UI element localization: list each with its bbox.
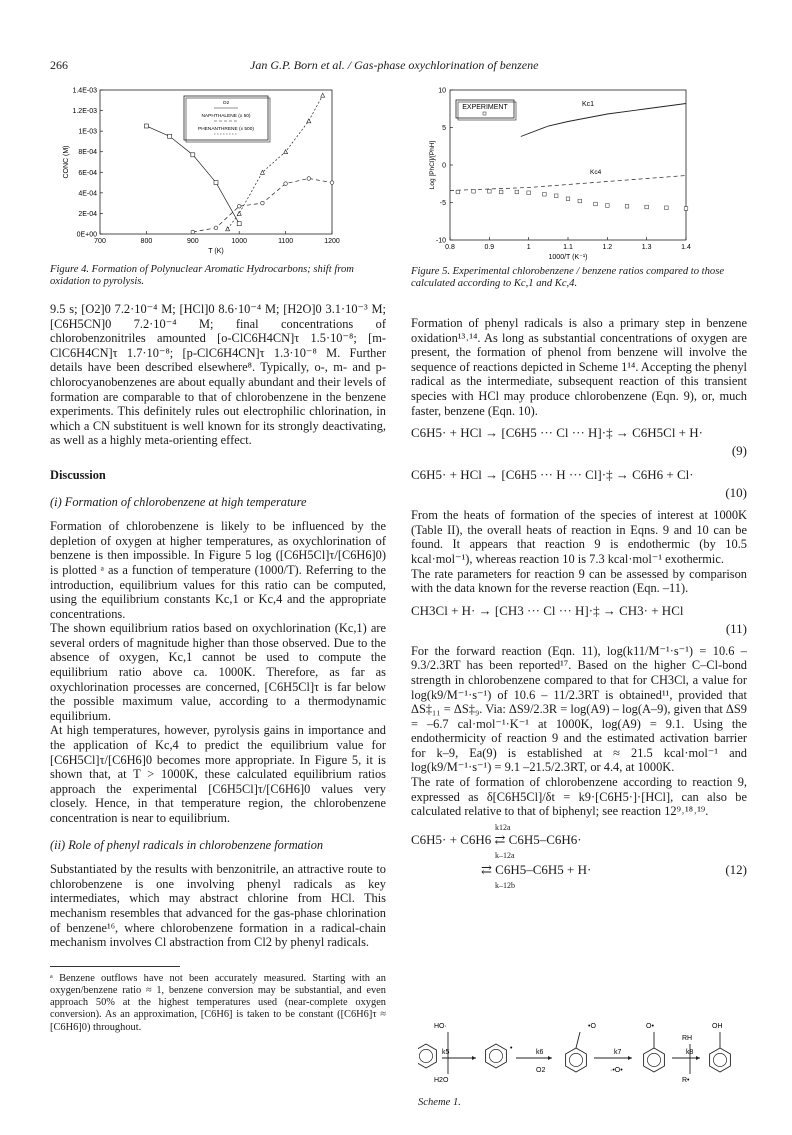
scheme-label: k7 — [614, 1049, 622, 1056]
x-tick-label: 1.4 — [681, 244, 691, 251]
phenylperoxy-ring — [566, 1048, 587, 1072]
bond-line — [576, 1032, 580, 1048]
data-point — [594, 202, 598, 206]
scheme-1-diagram — [418, 1018, 748, 1096]
data-point — [307, 119, 311, 123]
y-tick-label: 8E-04 — [78, 149, 97, 157]
y-tick-label: 0E+00 — [76, 231, 97, 239]
data-point — [684, 207, 688, 211]
legend-label: NAPHTHALENE (x 50) — [201, 114, 251, 119]
page-number: 266 — [50, 58, 68, 72]
paragraph: For the forward reaction (Eqn. 11), log(k11/M⁻¹·s⁻¹) = 10.6 – 9.3/2.3RT has been reported¹⁷. Based on the higher C–Cl-bond strength in chlorobenzene compared to that for CH3Cl, a value for log(k9/M⁻¹·s⁻¹) of 10.6 – 11/2.3RT is obtained¹¹, provided that ΔS‡₁₁ = ΔS‡₉. Via: ΔS9/2.3R = log(A9) – log(A–9), given that ΔS9 = –6.7 cal·mol⁻¹·K⁻¹ at 1000K, log(A9) = 9.1. Using the endothermicity of reaction 9 and the estimated activation barrier for k–9, Ea(9) is established at ≈ 21.5 kcal·mol⁻¹ and log(k9/M⁻¹·s⁻¹) = 9.1 –21.5/2.3RT, or 4.4, at 1000K. — [411, 643, 747, 775]
scheme-1-caption: Scheme 1. — [418, 1097, 461, 1108]
y-tick-label: 6E-04 — [78, 169, 97, 177]
equation-number: (10) — [725, 485, 747, 501]
x-axis-label: 1000/T (K⁻¹) — [548, 254, 588, 261]
scheme-label: k8 — [686, 1049, 694, 1056]
data-point — [330, 181, 334, 185]
y-tick-label: 1.2E-03 — [72, 108, 97, 116]
y-tick-label: 4E-04 — [78, 190, 97, 198]
y-tick-label: -5 — [439, 200, 446, 207]
legend-label: EXPERIMENT — [462, 104, 508, 111]
paragraph: The shown equilibrium ratios based on oxychlorination (Kc,1) are several orders of magnitude higher than those observed. Due to the absence of oxygen, Kc,1 cannot be used to compute the equilibrium ratio above ca. 1000K. Therefore, as far as oxychlorination processes are concerned, [C6H5Cl]τ is far below the possible maximum value, according to a thermodynamic equilibrium. — [50, 621, 386, 723]
y-tick-label: 0 — [442, 162, 446, 170]
data-point — [168, 134, 172, 138]
legend-label: O2 — [222, 101, 230, 106]
y-axis-label: Log [PhCl]/[PhH] — [429, 140, 436, 190]
figure-4-caption: Figure 4. Formation of Polynuclear Aromatic Hydrocarbons; shift from oxidation to pyrolysis. — [50, 264, 354, 288]
x-tick-label: 0.9 — [484, 244, 495, 251]
equation-number: (11) — [725, 620, 747, 636]
y-tick-label: 5 — [442, 125, 446, 132]
running-title: Jan G.P. Born et al. / Gas-phase oxychlorination of benzene — [250, 58, 539, 72]
data-point — [191, 153, 195, 157]
x-tick-label: 1100 — [278, 238, 294, 245]
data-point — [284, 182, 288, 186]
data-point — [665, 206, 669, 210]
data-point — [261, 201, 265, 205]
left-column — [50, 302, 386, 1034]
equation-10: C6H5· + HCl → [C6H5 ··· H ··· Cl]·‡ → C6H6 + Cl· (10) — [411, 467, 747, 501]
x-tick-label: 700 — [94, 238, 106, 245]
series-line — [146, 126, 239, 224]
data-point — [237, 222, 241, 226]
paragraph: The rate of formation of chlorobenzene according to reaction 9, expressed as δ[C6H5Cl]/δt = k9·[C6H5·]·[HCl], can also be calculated relative to that of biphenyl; see reaction 12⁹˒¹⁸˒¹⁹. — [411, 775, 747, 819]
series-line — [521, 104, 686, 137]
data-point — [554, 194, 558, 198]
scheme-label: ·•O• — [610, 1067, 623, 1074]
rate-constant: k–12a — [495, 850, 515, 860]
phenyl-radical-ring — [486, 1044, 507, 1068]
data-point — [488, 189, 492, 193]
series-label-kc4: Kc4 — [590, 169, 602, 176]
aromatic-ring — [419, 1049, 432, 1062]
scheme-label: O• — [646, 1023, 654, 1030]
scheme-label: OH — [712, 1023, 723, 1030]
data-point — [191, 230, 195, 234]
data-point — [499, 190, 503, 194]
data-point — [214, 226, 218, 230]
data-point — [472, 189, 476, 193]
x-tick-label: 900 — [186, 238, 199, 245]
scheme-label: O2 — [536, 1067, 546, 1074]
paragraph: 9.5 s; [O2]0 7.2·10⁻⁴ M; [HCl]0 8.6·10⁻⁴ M; [H2O]0 3.1·10⁻³ M; [C6H5CN]0 7.2·10⁻⁴ M; final concentrations of chlorobenzonitriles amounted [o-ClC6H4CN]τ 1.5·10⁻⁸; [m-ClC6H4CN]τ 1.7·10⁻⁸; [p-ClC6H4CN]τ 1.3·10⁻⁸ M. Further details have been described elsewhere⁸. Typically, o-, m- and p-chlorocyanobenzenes are about equally abundant and their levels of formation are comparable to that of chlorobenzene in the benzene experiments. This definitely rules out electrophilic chlorination, in which a CN substituent is well known for its strongly deactivating, as well as a highly meta-orienting effect. — [50, 302, 386, 448]
subsection-heading: (ii) Role of phenyl radicals in chlorobenzene formation — [50, 837, 324, 852]
data-point — [144, 124, 148, 128]
paragraph: From the heats of formation of the species of interest at 1000K (Table II), the overall heats of reaction in Eqns. 9 and 10 can be found. It appears that reaction 9 is endothermic (by 10.5 kcal·mol⁻¹), whereas reaction 10 is 7.3 kcal·mol⁻¹ exothermic. — [411, 508, 747, 566]
paragraph: Formation of chlorobenzene is likely to be influenced by the depletion of oxygen at higher temperatures, as oxychlorination of benzene is then impossible. In Figure 5 log ([C6H5Cl]τ/[C6H6]0) is plotted ᵃ as a function of temperature (1000/T). Referring to the introduction, equilibrium values for this ratio can be computed, using the equilibrium constants Kc,1 or Kc,4 and the appropriate concentrations. — [50, 519, 386, 621]
x-tick-label: 1.2 — [602, 244, 613, 251]
scheme-label: k5 — [442, 1049, 450, 1056]
aromatic-ring — [569, 1053, 582, 1066]
x-tick-label: 1.3 — [641, 244, 652, 251]
x-tick-label: 1.1 — [563, 244, 573, 251]
scheme-label: RH — [682, 1035, 693, 1042]
data-point — [645, 205, 649, 209]
x-tick-label: 1 — [526, 244, 531, 251]
footnote-rule — [50, 966, 180, 967]
subsection-heading: (i) Formation of chlorobenzene at high temperature — [50, 494, 307, 509]
figure-4-legend — [184, 96, 270, 142]
paragraph: Formation of phenyl radicals is also a primary step in benzene oxidation¹³˒¹⁴. As long as substantial concentrations of oxygen are present, the formation of phenol from benzene will involve the sequence of reactions depicted in Scheme 1¹⁴. Accepting the phenyl radical as the intermediate, subsequent reaction of this transient species with HCl may produce chlorobenzene (Eqn. 9), or, much faster, benzene (Eqn. 10). — [411, 316, 747, 418]
data-point — [606, 204, 610, 208]
arrow-head — [472, 1056, 476, 1060]
scheme-label: • — [510, 1045, 513, 1052]
series-label-kc1: Kc1 — [582, 101, 595, 108]
benzene-ring — [418, 1044, 436, 1068]
equation-9: C6H5· + HCl → [C6H5 ··· Cl ··· H]·‡ → C6H5Cl + H· (9) — [411, 425, 747, 459]
data-point — [625, 204, 629, 208]
data-point — [284, 150, 288, 154]
data-point — [237, 204, 241, 208]
scheme-label: HO· — [434, 1023, 447, 1030]
y-tick-label: 2E-04 — [78, 210, 97, 218]
legend-label: PHENANTHRENE (x 500) — [198, 127, 254, 132]
data-point — [578, 199, 582, 203]
arrow-head — [548, 1056, 552, 1060]
series-line — [450, 176, 686, 191]
data-point — [321, 93, 325, 97]
phenoxy-ring — [644, 1048, 665, 1072]
x-tick-label: 0.8 — [445, 244, 455, 251]
arrow-head — [628, 1056, 632, 1060]
phenol-ring — [710, 1048, 731, 1072]
y-tick-label: 1.4E-03 — [72, 87, 97, 95]
equation-number: (9) — [731, 443, 747, 459]
paragraph: Substantiated by the results with benzonitrile, an attractive route to chlorobenzene is one involving phenyl radicals as key intermediates, which may abstract chlorine from HCl. This mechanism resembles that advanced for the gas-phase chlorination of benzene¹⁶, where chlorobenzene formation in a radical-chain mechanism involves Cl abstraction from Cl2 by phenyl radicals. — [50, 862, 386, 950]
y-tick-label: 10 — [438, 87, 446, 95]
right-column — [411, 316, 747, 890]
aromatic-ring — [713, 1053, 726, 1066]
equation-12: C6H5· + C6H6 ⇄ C6H5–C6H6· k12a k–12a ⇄ C6H5–C6H5 + H· k–12b (12) — [411, 827, 747, 879]
y-axis-label: CONC (M) — [63, 145, 70, 179]
figure-5-series — [450, 104, 688, 211]
aromatic-ring — [647, 1053, 660, 1066]
scheme-label: R• — [682, 1077, 690, 1084]
data-point — [515, 190, 519, 194]
data-point — [214, 181, 218, 185]
data-point — [543, 192, 547, 196]
scheme-label: k6 — [536, 1049, 544, 1056]
x-tick-label: 1000 — [231, 238, 247, 245]
y-tick-label: -10 — [435, 237, 446, 245]
equation-number: (12) — [725, 861, 747, 877]
rate-constant: k12a — [495, 822, 511, 832]
legend-marker — [483, 112, 486, 115]
data-point — [527, 191, 531, 195]
data-point — [307, 177, 311, 181]
y-tick-label: 1E-03 — [78, 128, 97, 136]
figure-5-axes — [429, 88, 691, 262]
figure-5-chart — [420, 84, 750, 264]
section-heading-discussion: Discussion — [50, 467, 106, 482]
rate-constant: k–12b — [495, 880, 515, 890]
x-tick-label: 800 — [140, 238, 153, 245]
paragraph: At high temperatures, however, pyrolysis gains in importance and the application of Kc,4 to predict the equilibrium value for [C6H5Cl]τ/[C6H6]0 becomes more appropriate. In Figure 5, it is shown that, at T > 1000K, these calculated equilibrium ratios approach the experimental [C6H5Cl]τ/[C6H6]0 values very closely. Hence, in that temperature region, the chlorobenzene concentration is near to equilibrium. — [50, 723, 386, 825]
data-point — [456, 190, 460, 194]
scheme-label: H2O — [434, 1077, 449, 1084]
equation-11: CH3Cl + H· → [CH3 ··· Cl ··· H]·‡ → CH3· + HCl (11) — [411, 602, 747, 636]
x-axis-label: T (K) — [208, 248, 224, 255]
arrow-head — [696, 1056, 700, 1060]
data-point — [566, 197, 570, 201]
figure-5-caption: Figure 5. Experimental chlorobenzene / benzene ratios compared to those calculated according to Kc,1 and Kc,4. — [411, 266, 725, 290]
paragraph: The rate parameters for reaction 9 can be assessed by comparison with the data known for the reverse reaction (Eqn. –11). — [411, 566, 747, 596]
data-point — [237, 211, 241, 215]
x-tick-label: 1200 — [324, 238, 340, 245]
figure-4-chart — [54, 84, 390, 262]
aromatic-ring — [489, 1049, 502, 1062]
footnote: ᵃ Benzene outflows have not been accurately measured. Starting with an oxygen/benzene ratio ≈ 1, benzene conversion may be substantial, and even approach 50% at the highest temperatures used (near-complete oxygen conversion). As an approximation, [C6H6] is taken to be constant ([C6H6]τ ≈ [C6H6]0) throughout. — [50, 972, 386, 1033]
scheme-label: •O — [588, 1023, 596, 1030]
